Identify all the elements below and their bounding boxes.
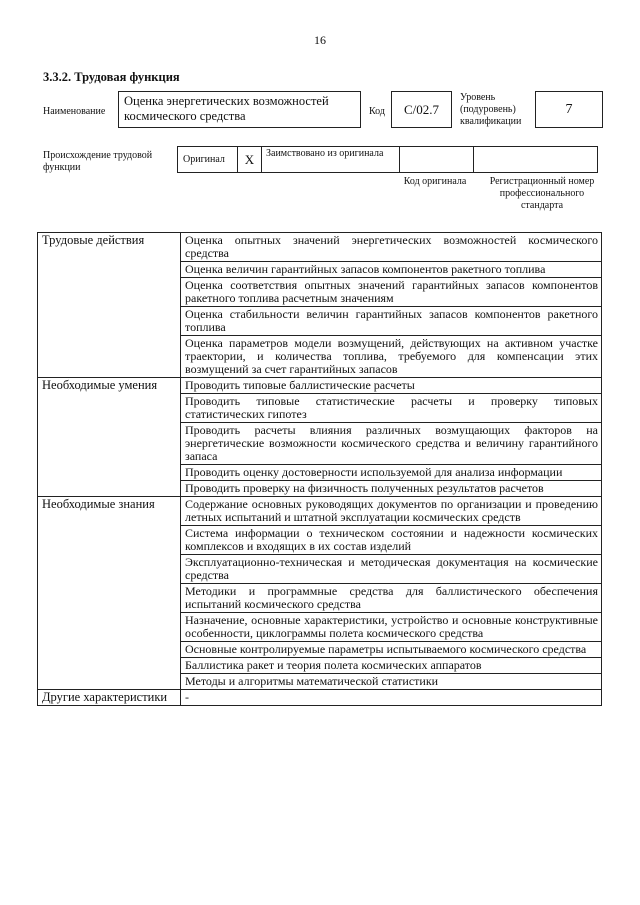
section-item: Проводить проверку на физичность полученных результатов расчетов — [181, 481, 602, 497]
table-row — [38, 233, 602, 262]
section-item: Оценка опытных значений энергетических возможностей космического средства — [181, 233, 602, 262]
original-mark: X — [237, 146, 262, 173]
reg-number-cell — [473, 146, 598, 173]
section-item: Баллистика ракет и теория полета космических аппаратов — [181, 658, 602, 674]
section-item: Оценка стабильности величин гарантийных запасов компонентов ракетного топлива — [181, 307, 602, 336]
section-title: 3.3.2. Трудовая функция — [43, 70, 180, 84]
section-item: Содержание основных руководящих документов по организации и проведению летных испытаний и штатной эксплуатации космических средств — [181, 497, 602, 526]
section-item: Оценка параметров модели возмущений, действующих на активном участке траектории, и количества топлива, требуемого для компенсации этих возмущений за счет гарантийных запасов — [181, 336, 602, 378]
section-item: - — [181, 690, 602, 706]
qualification-level: 7 — [535, 91, 603, 128]
section-item: Проводить типовые статистические расчеты и проверку типовых статистических гипотез — [181, 394, 602, 423]
section-item: Основные контролируемые параметры испытываемого космического средства — [181, 642, 602, 658]
level-label: Уровень (подуровень) квалификации — [460, 92, 522, 127]
function-table — [37, 232, 602, 706]
section-item: Проводить оценку достоверности используемой для анализа информации — [181, 465, 602, 481]
function-code: C/02.7 — [391, 91, 452, 128]
section-item: Методы и алгоритмы математической статистики — [181, 674, 602, 690]
section-item: Проводить типовые баллистические расчеты — [181, 378, 602, 394]
borrowed-label: Заимствовано из оригинала — [261, 146, 400, 173]
section-item: Назначение, основные характеристики, устройство и основные конструктивные особенности, циклограммы полета космического средства — [181, 613, 602, 642]
page-number: 16 — [314, 33, 326, 47]
table-row — [38, 497, 602, 526]
original-code-cell — [399, 146, 474, 173]
section-label: Трудовые действия — [38, 233, 181, 378]
origin-label: Происхождение трудовой функции — [43, 150, 153, 173]
function-name: Оценка энергетических возможностей космического средства — [118, 91, 361, 128]
name-label: Наименование — [43, 106, 106, 117]
section-item: Система информации о техническом состоянии и надежности космических комплексов и входящих в их состав изделий — [181, 526, 602, 555]
table-row — [38, 690, 602, 706]
origin-row — [178, 146, 602, 173]
code-label: Код — [369, 106, 385, 117]
table-row — [38, 378, 602, 394]
section-label: Необходимые знания — [38, 497, 181, 690]
section-item: Оценка соответствия опытных значений гарантийных запасов компонентов ракетного топлива расчетным значениям — [181, 278, 602, 307]
reg-number-caption: Регистрационный номер профессионального стандарта — [489, 176, 595, 211]
section-item: Оценка величин гарантийных запасов компонентов ракетного топлива — [181, 262, 602, 278]
section-item: Проводить расчеты влияния различных возмущающих факторов на энергетические возможности космического средства и величину гарантийного запаса — [181, 423, 602, 465]
original-label: Оригинал — [177, 146, 238, 173]
original-code-caption: Код оригинала — [403, 176, 467, 187]
section-item: Методики и программные средства для баллистического обеспечения испытаний космического средства — [181, 584, 602, 613]
section-label: Другие характеристики — [38, 690, 181, 706]
section-label: Необходимые умения — [38, 378, 181, 497]
section-item: Эксплуатационно-техническая и методическая документация на космические средства — [181, 555, 602, 584]
